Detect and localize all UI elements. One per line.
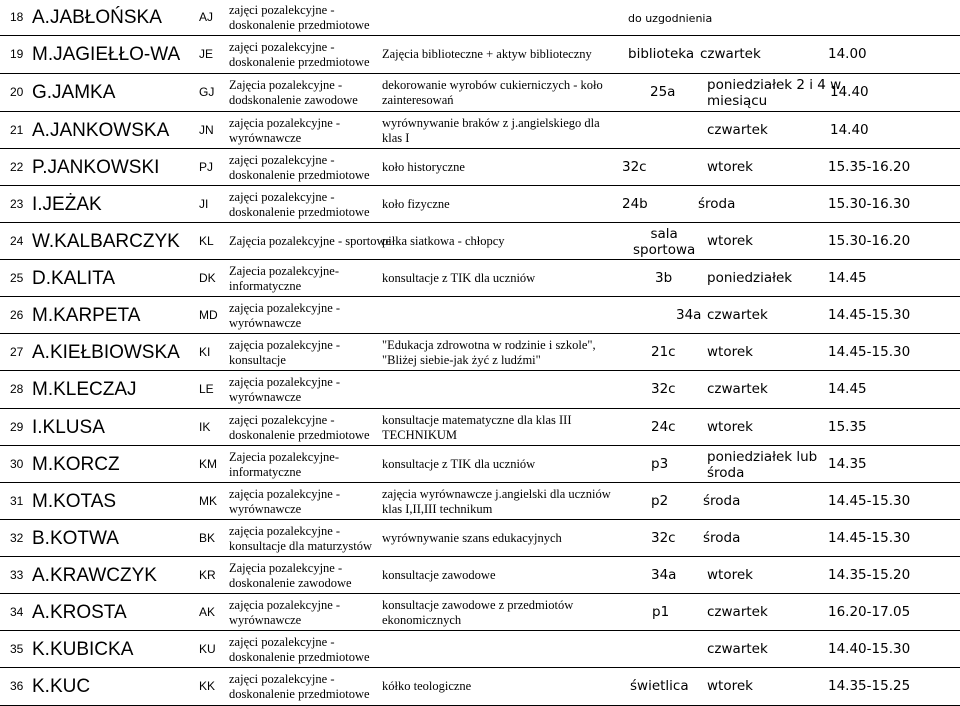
- room: p1: [652, 603, 670, 620]
- time: 14.45-15.30: [828, 529, 911, 546]
- activity-type-line2: wyrównawcze: [229, 501, 302, 516]
- row-number: 34: [10, 604, 24, 619]
- teacher-code: MK: [199, 493, 217, 508]
- table-row: [0, 74, 960, 112]
- teacher-code: BK: [199, 530, 216, 545]
- teacher-code: JN: [199, 122, 214, 137]
- time: 14.45-15.30: [828, 343, 911, 360]
- activity-description-line2: "Bliżej siebie-jak żyć z ludźmi": [382, 352, 541, 367]
- teacher-name: I.KLUSA: [32, 416, 105, 438]
- day-line1: wtorek: [707, 343, 753, 360]
- room: 24b: [622, 195, 648, 212]
- activity-description-line2: zainteresowań: [382, 93, 454, 107]
- day-line1: środa: [703, 529, 741, 546]
- teacher-code: KK: [199, 679, 216, 693]
- activity-type-line2: doskonalenie przedmiotowe: [229, 427, 370, 442]
- day-line1: wtorek: [707, 158, 753, 175]
- activity-type-line2: wyrównawcze: [229, 612, 302, 627]
- room: 21c: [651, 343, 676, 360]
- activity-type-line2: informatyczne: [229, 278, 302, 293]
- teacher-code: KR: [199, 567, 216, 582]
- time: 16.20-17.05: [828, 603, 911, 620]
- activity-type-line2: informatyczne: [229, 464, 302, 479]
- time: 14.45-15.30: [828, 306, 911, 323]
- day-line1: czwartek: [707, 640, 768, 657]
- time: 14.35-15.20: [828, 566, 911, 583]
- time: 15.30-16.30: [828, 195, 911, 212]
- activity-description-line1: konsultacje z TIK dla uczniów: [382, 270, 536, 285]
- room: świetlica: [630, 678, 689, 694]
- table-row: [0, 334, 960, 371]
- room: sala sportowa: [633, 225, 696, 258]
- room: 34a: [676, 306, 702, 323]
- table-row: [0, 186, 960, 223]
- teacher-code: KM: [199, 456, 217, 471]
- activity-description-line1: wyrównywanie braków z j.angielskiego dla: [382, 115, 600, 130]
- teacher-code: JI: [199, 196, 209, 211]
- teacher-code: MD: [199, 307, 218, 322]
- activity-type-line2: wyrównawcze: [229, 315, 302, 330]
- day-line1: do uzgodnienia: [628, 12, 713, 25]
- teacher-name: D.KALITA: [32, 267, 116, 289]
- table-row: [0, 557, 960, 594]
- activity-description-line1: konsultacje z TIK dla uczniów: [382, 456, 536, 471]
- activity-description-line1: konsultacje zawodowe: [382, 567, 496, 582]
- table-row: [0, 0, 960, 36]
- row-number: 32: [10, 530, 24, 545]
- time: 14.40: [830, 121, 869, 138]
- teacher-name: M.KARPETA: [32, 304, 141, 326]
- day-line2: miesiącu: [707, 93, 768, 109]
- day-line1: środa: [703, 492, 741, 509]
- teacher-name: K.KUC: [32, 676, 91, 697]
- activity-type-line2: wyrównawcze: [229, 130, 302, 145]
- teacher-name: M.KOTAS: [32, 490, 117, 512]
- activity-type-line2: dodskonalenie zawodowe: [229, 93, 358, 107]
- teacher-code: KU: [199, 641, 216, 656]
- activity-type-line2: doskonalenie przedmiotowe: [229, 18, 370, 32]
- activity-description-line1: koło historyczne: [382, 159, 465, 174]
- activity-type-line1: Zajęcia pozalekcyjne -: [229, 560, 343, 575]
- activity-type-line1: zajęcia pozalekcyjne -: [229, 300, 341, 315]
- row-number: 26: [10, 307, 24, 322]
- table-row: [0, 112, 960, 149]
- activity-description-line1: piłka siatkowa - chłopcy: [382, 233, 505, 248]
- day-line1: poniedziałek: [707, 269, 793, 286]
- table-row: [0, 149, 960, 186]
- activity-description-line1: wyrównywanie szans edukacyjnych: [382, 530, 562, 545]
- row-number: 25: [10, 270, 24, 285]
- activity-type-line1: zajęci pozalekcyjne -: [229, 40, 335, 54]
- row-number: 21: [10, 122, 24, 137]
- activity-description-line2: klas I,II,III technikum: [382, 501, 493, 516]
- day-line1: poniedziałek 2 i 4 w: [707, 77, 842, 93]
- day-line1: wtorek: [707, 232, 753, 249]
- teacher-code: KI: [199, 344, 211, 359]
- row-number: 20: [10, 85, 24, 99]
- time: 14.00: [828, 46, 867, 62]
- activity-type-line2: doskonalenie przedmiotowe: [229, 55, 370, 69]
- day-line1: wtorek: [707, 418, 753, 435]
- teacher-code: DK: [199, 270, 216, 285]
- teacher-code: LE: [199, 382, 214, 396]
- activity-type-line1: zajęci pozalekcyjne -: [229, 672, 335, 686]
- activity-type-line1: zajęcia pozalekcyjne -: [229, 597, 341, 612]
- row-number: 33: [10, 567, 24, 582]
- table-row: [0, 483, 960, 520]
- activity-type-line1: zajęci pozalekcyjne -: [229, 3, 335, 17]
- table-row: [0, 371, 960, 409]
- teacher-code: JE: [199, 47, 214, 61]
- activity-type-line1: zajęcia pozalekcyjne -: [229, 375, 341, 389]
- day-line1: czwartek: [707, 121, 768, 138]
- table-row: [0, 223, 960, 260]
- teacher-code: AJ: [199, 10, 214, 24]
- room: 34a: [651, 566, 677, 583]
- time: 14.35: [828, 455, 867, 472]
- activity-type-line1: Zajecia pozalekcyjne-: [229, 449, 339, 464]
- day-line1: czwartek: [707, 381, 768, 397]
- time: 14.45: [828, 269, 867, 286]
- activity-description-line1: konsultacje matematyczne dla klas III: [382, 412, 572, 427]
- activity-type-line1: zajęci pozalekcyjne -: [229, 189, 335, 204]
- table-row: [0, 520, 960, 557]
- activity-description-line2: TECHNIKUM: [382, 427, 457, 442]
- room: biblioteka: [628, 46, 695, 62]
- teacher-code: AK: [199, 604, 216, 619]
- time: 15.35-16.20: [828, 158, 911, 175]
- day-line1: wtorek: [707, 678, 753, 694]
- activity-description-line1: koło fizyczne: [382, 196, 450, 211]
- room: 25a: [650, 84, 676, 100]
- table-row: [0, 409, 960, 446]
- teacher-name: B.KOTWA: [32, 527, 119, 549]
- teacher-name: A.KRAWCZYK: [32, 564, 157, 586]
- activity-type-line1: zajęcia pozalekcyjne -: [229, 486, 341, 501]
- row-number: 19: [10, 47, 24, 61]
- activity-type-line1: Zajecia pozalekcyjne-: [229, 263, 339, 278]
- row-number: 29: [10, 419, 24, 434]
- activity-type-line2: konsultacje: [229, 352, 286, 367]
- activity-description-line1: Zajęcia biblioteczne + aktyw biblioteczny: [382, 47, 592, 61]
- time: 14.40: [830, 84, 869, 100]
- row-number: 18: [10, 10, 24, 24]
- teacher-name: A.KROSTA: [32, 601, 127, 623]
- teacher-code: KL: [199, 233, 214, 248]
- teacher-name: I.JEŻAK: [32, 193, 102, 215]
- activity-type-line2: doskonalenie przedmiotowe: [229, 167, 370, 182]
- activity-type-line1: zajęci pozalekcyjne -: [229, 634, 335, 649]
- activity-description-line2: klas I: [382, 130, 410, 145]
- activity-description-line1: kółko teologiczne: [382, 679, 472, 693]
- teacher-name: A.JANKOWSKA: [32, 119, 170, 141]
- activity-type-line1: zajęcia pozalekcyjne -: [229, 523, 341, 538]
- activity-type-line1: Zajęcia pozalekcyjne - sportowe: [229, 233, 392, 248]
- activity-description-line1: "Edukacja zdrowotna w rodzinie i szkole",: [382, 337, 596, 352]
- time: 14.45: [828, 381, 867, 397]
- activity-type-line2: doskonalenie przedmiotowe: [229, 204, 370, 219]
- day-line1: czwartek: [707, 306, 768, 323]
- table-row: [0, 260, 960, 297]
- activity-type-line2: doskonalenie przedmiotowe: [229, 687, 370, 701]
- activity-type-line1: zajęcia pozalekcyjne -: [229, 337, 341, 352]
- activity-description-line1: konsultacje zawodowe z przedmiotów: [382, 597, 574, 612]
- row-number: 24: [10, 233, 24, 248]
- activity-type-line2: konsultacje dla maturzystów: [229, 538, 373, 553]
- activity-type-line2: wyrównawcze: [229, 390, 302, 404]
- time: 14.45-15.30: [828, 492, 911, 509]
- row-number: 23: [10, 196, 24, 211]
- table-row: [0, 668, 960, 706]
- activity-description-line1: zajęcia wyrównawcze j.angielski dla uczniów: [382, 486, 611, 501]
- room: p3: [651, 455, 669, 472]
- row-number: 35: [10, 641, 24, 656]
- activity-type-line1: zajęci pozalekcyjne -: [229, 152, 335, 167]
- activity-type-line2: doskonalenie przedmiotowe: [229, 649, 370, 664]
- room: 3b: [655, 269, 673, 286]
- row-number: 30: [10, 456, 24, 471]
- teacher-name: M.KLECZAJ: [32, 379, 137, 400]
- time: 15.30-16.20: [828, 232, 911, 249]
- teacher-name: A.JABŁOŃSKA: [32, 7, 162, 28]
- day-line1: czwartek: [707, 603, 768, 620]
- row-number: 36: [10, 679, 24, 693]
- day-line2: środa: [707, 464, 745, 481]
- time: 14.40-15.30: [828, 640, 911, 657]
- teacher-code: IK: [199, 419, 211, 434]
- table-row: [0, 594, 960, 631]
- teacher-code: GJ: [199, 85, 215, 99]
- room: 32c: [622, 158, 647, 175]
- room: 32c: [651, 381, 676, 397]
- teacher-name: P.JANKOWSKI: [32, 156, 160, 178]
- row-number: 28: [10, 382, 24, 396]
- activity-description-line1: dekorowanie wyrobów cukierniczych - koło: [382, 78, 603, 92]
- table-row: [0, 36, 960, 74]
- teacher-name: M.JAGIEŁŁO-WA: [32, 44, 181, 65]
- teacher-name: K.KUBICKA: [32, 638, 134, 660]
- table-row: [0, 297, 960, 334]
- day-line1: wtorek: [707, 566, 753, 583]
- teacher-name: M.KORCZ: [32, 453, 120, 475]
- room: p2: [651, 492, 669, 509]
- activity-description-line2: ekonomicznych: [382, 612, 462, 627]
- row-number: 22: [10, 159, 24, 174]
- activity-type-line2: doskonalenie zawodowe: [229, 575, 352, 590]
- table-row: [0, 631, 960, 668]
- teacher-name: A.KIEŁBIOWSKA: [32, 341, 180, 363]
- table-row: [0, 446, 960, 483]
- teacher-name: W.KALBARCZYK: [32, 230, 180, 252]
- room: 24c: [651, 418, 676, 435]
- teacher-name: G.JAMKA: [32, 82, 116, 103]
- activity-type-line1: zajęci pozalekcyjne -: [229, 412, 335, 427]
- row-number: 31: [10, 493, 24, 508]
- time: 15.35: [828, 418, 867, 435]
- room: 32c: [651, 529, 676, 546]
- day-line1: czwartek: [700, 46, 761, 62]
- time: 14.35-15.25: [828, 678, 911, 694]
- day-line1: poniedziałek lub: [707, 448, 818, 465]
- activity-type-line1: zajęcia pozalekcyjne -: [229, 115, 341, 130]
- activity-type-line1: Zajęcia pozalekcyjne -: [229, 78, 343, 92]
- day-line1: środa: [698, 195, 736, 212]
- row-number: 27: [10, 344, 24, 359]
- teacher-code: PJ: [199, 159, 214, 174]
